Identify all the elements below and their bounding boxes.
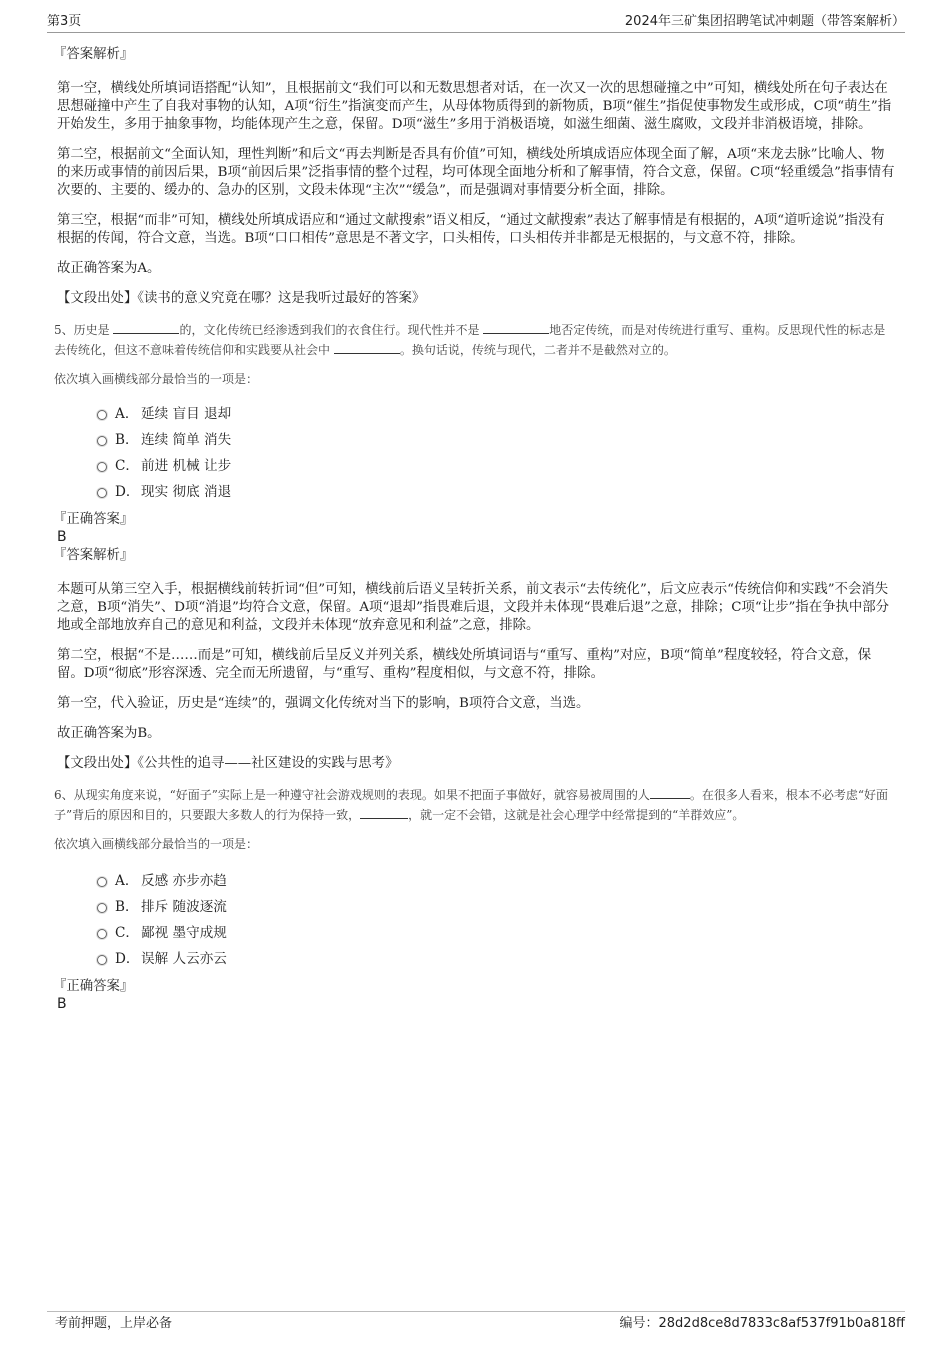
radio-button[interactable] — [97, 903, 107, 913]
source-citation: 【文段出处】《公共性的追寻——社区建设的实践与思考》 — [57, 756, 399, 771]
radio-button[interactable] — [97, 410, 107, 420]
correct-answer-label: 『正确答案』 — [53, 512, 134, 527]
question-5-stem: 5、历史是 的，文化传统已经渗透到我们的衣食住行。现代性并不是 地否定传统，而是对传统进行重写、重构。反思现代性的标志是去传统化，但这不意味着传统信仰和实践要从社会中 。换句话说，传统与现代，二者并不是截然对立的。 — [54, 323, 886, 357]
radio-button[interactable] — [97, 462, 107, 472]
document-code: 编号：28d2d8ce8d7833c8af537f91b0a818ff — [619, 1316, 905, 1331]
fill-blank — [483, 321, 549, 334]
option-b[interactable]: B． 连续 简单 消失 — [57, 427, 895, 453]
analysis-paragraph: 本题可从第三空入手，根据横线前转折词“但”可知，横线前后语义呈转折关系，前文表示“去传统化”，后文应表示“传统信仰和实践”不会消失之意，B项“消失”、D项“消退”均符合文意，保留。A项“退却”指畏难后退，文段并未体现“畏难后退”之意，排除；C项“让步”指在争执中部分地或全部地放弃自己的意见和利益，文段并未体现“放弃意见和利益”之意，排除。 — [57, 582, 890, 633]
fill-blank — [650, 786, 690, 799]
analysis-label: 『答案解析』 — [53, 548, 134, 563]
analysis-paragraph: 第一空，代入验证，历史是“连续”的，强调文化传统对当下的影响，B项符合文意，当选。 — [57, 696, 590, 711]
fill-blank — [360, 806, 408, 819]
radio-button[interactable] — [97, 929, 107, 939]
fill-blank — [334, 341, 400, 354]
radio-button[interactable] — [97, 436, 107, 446]
option-d[interactable]: D． 现实 彻底 消退 — [57, 479, 895, 505]
page-footer — [47, 1311, 905, 1332]
option-c[interactable]: C． 鄙视 墨守成规 — [57, 920, 895, 946]
fill-blank — [113, 321, 179, 334]
answer-conclusion: 故正确答案为A。 — [57, 261, 161, 276]
question-6-prompt: 依次填入画横线部分最恰当的一项是： — [54, 837, 259, 851]
option-d[interactable]: D． 误解 人云亦云 — [57, 946, 895, 972]
answer-conclusion: 故正确答案为B。 — [57, 726, 161, 741]
correct-answer: B — [57, 996, 67, 1012]
footer-slogan: 考前押题，上岸必备 — [55, 1316, 173, 1331]
radio-button[interactable] — [97, 877, 107, 887]
question-5-prompt: 依次填入画横线部分最恰当的一项是： — [54, 372, 259, 386]
page-number: 第3页 — [47, 14, 82, 29]
document-title: 2024年三矿集团招聘笔试冲刺题（带答案解析） — [624, 14, 905, 29]
option-c[interactable]: C． 前进 机械 让步 — [57, 453, 895, 479]
radio-button[interactable] — [97, 488, 107, 498]
analysis-label: 『答案解析』 — [53, 47, 134, 62]
page-header — [47, 14, 905, 33]
question-6-options — [57, 868, 895, 972]
option-a[interactable]: A． 反感 亦步亦趋 — [57, 868, 895, 894]
analysis-paragraph: 第二空，根据“不是……而是”可知，横线前后呈反义并列关系，横线处所填词语与“重写、重构”对应，B项“简单”程度较轻，符合文意，保留。D项“彻底”形容深透、完全而无所遗留，与“重写、重构”程度相似，与文意不符，排除。 — [57, 648, 872, 681]
page-content — [53, 46, 895, 1012]
analysis-paragraph: 第三空，根据“而非”可知，横线处所填成语应和“通过文献搜索”语义相反，“通过文献搜索”表达了解事情是有根据的，A项“道听途说”指没有根据的传闻，符合文意，当选。B项“口口相传”意思是不著文字，口头相传，口头相传并非都是无根据的，与文意不符，排除。 — [57, 213, 885, 246]
option-b[interactable]: B． 排斥 随波逐流 — [57, 894, 895, 920]
question-5-options — [57, 401, 895, 505]
source-citation: 【文段出处】《读书的意义究竟在哪？这是我听过最好的答案》 — [57, 291, 426, 306]
correct-answer: B — [57, 529, 67, 545]
analysis-paragraph: 第一空，横线处所填词语搭配“认知”，且根据前文“我们可以和无数思想者对话，在一次又一次的思想碰撞之中”可知，横线处所在句子表达在思想碰撞中产生了自我对事物的认知，A项“衍生”指演变而产生，从母体物质得到的新物质，B项“催生”指促使事物发生或形成，C项“萌生”指开始发生，多用于抽象事物，均能体现产生之意，保留。D项“滋生”多用于消极语境，如滋生细菌、滋生腐败，文段并非消极语境，排除。 — [57, 81, 892, 132]
question-6-stem: 6、从现实角度来说，“好面子”实际上是一种遵守社会游戏规则的表现。如果不把面子事做好，就容易被周围的人 。在很多人看来，根本不必考虑“好面子”背后的原因和目的，只要跟大多数人的行为保持一致， ，就一定不会错，这就是社会心理学中经常提到的“羊群效应”。 — [54, 788, 889, 822]
option-a[interactable]: A． 延续 盲目 退却 — [57, 401, 895, 427]
radio-button[interactable] — [97, 955, 107, 965]
correct-answer-label: 『正确答案』 — [53, 979, 134, 994]
analysis-paragraph: 第二空，根据前文“全面认知，理性判断”和后文“再去判断是否具有价值”可知，横线处所填成语应体现全面了解，A项“来龙去脉”比喻人、物的来历或事情的前因后果，B项“前因后果”泛指事情的整个过程，均可体现全面地分析和了解事情，符合文意，保留。C项“轻重缓急”指事情有次要的、主要的、缓办的、急办的区别，文段未体现“主次”“缓急”，而是强调对事情要分析全面，排除。 — [57, 147, 895, 198]
